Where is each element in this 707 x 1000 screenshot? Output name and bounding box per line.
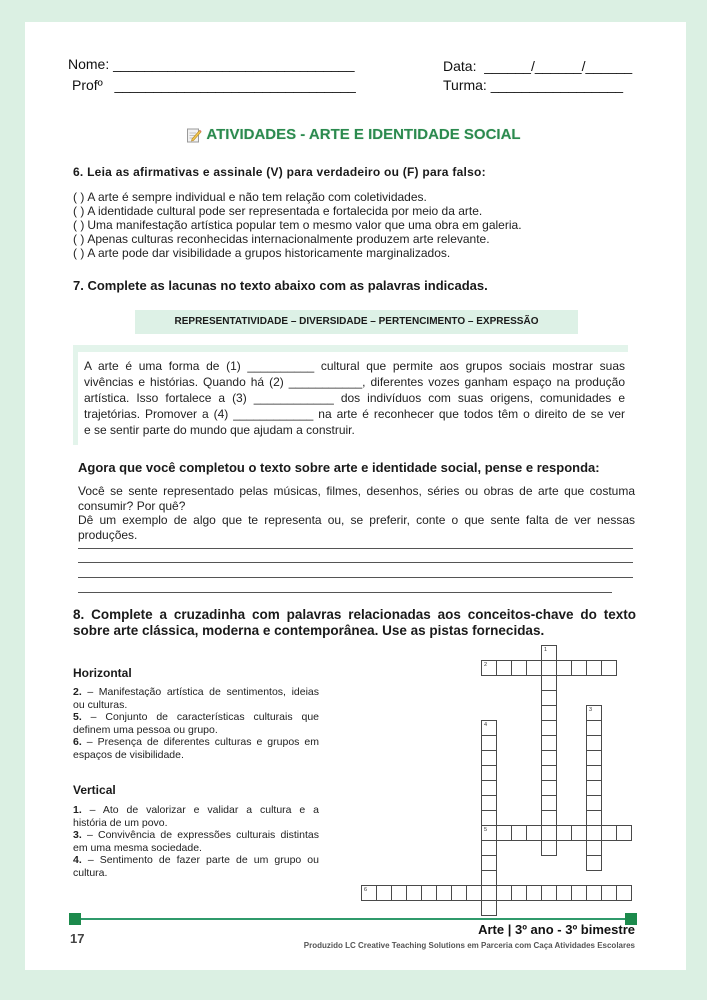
crossword-cell — [541, 750, 557, 766]
footer-marker-left — [69, 913, 81, 925]
clue-number-label: 2 — [484, 662, 488, 668]
crossword-cell — [556, 885, 572, 901]
crossword-cell — [541, 675, 557, 691]
crossword-cell — [481, 870, 497, 886]
crossword-cell — [481, 795, 497, 811]
crossword-cell — [526, 885, 542, 901]
crossword-cell — [481, 720, 497, 736]
clue-number-label: 6 — [364, 887, 368, 893]
date-field: Data: ______/______/______ — [443, 58, 633, 74]
clue-line: em uma mesma sociedade. — [73, 841, 202, 854]
paragraph-line: e se sentir parte do mundo que ajudam a construir. — [84, 423, 355, 437]
answer-marker: ( ) — [73, 246, 85, 260]
crossword-cell — [481, 660, 497, 676]
crossword-cell — [586, 735, 602, 751]
crossword-cell — [586, 780, 602, 796]
crossword-cell — [481, 765, 497, 781]
clue-line: definem uma pessoa ou grupo. — [73, 723, 218, 736]
crossword-cell — [481, 885, 497, 901]
crossword-grid — [361, 645, 651, 935]
clue-text: – Presença de diferentes culturas e grupos em — [86, 736, 319, 748]
text-box-left-border — [73, 345, 78, 445]
statement-text: A arte pode dar visibilidade a grupos historicamente marginalizados. — [87, 246, 451, 260]
crossword-cell — [586, 705, 602, 721]
crossword-cell — [496, 660, 512, 676]
crossword-cell — [541, 795, 557, 811]
credits-text: Produzido LC Creative Teaching Solutions em Parceria com Caça Atividades Escolares — [303, 941, 635, 950]
statement-text: Uma manifestação artística popular tem o mesmo valor que uma obra em galeria. — [87, 218, 522, 232]
clue-number-label: 3 — [589, 707, 593, 713]
clue-line: história de um povo. — [73, 816, 168, 829]
q7-heading: 7. Complete as lacunas no texto abaixo com as palavras indicadas. — [73, 278, 488, 293]
q8-heading — [73, 607, 636, 639]
crossword-cell — [481, 840, 497, 856]
clue-text: – Manifestação artística de sentimentos, ideias — [87, 686, 319, 698]
statement-item — [73, 218, 522, 232]
clue-text: – Convivência de expressões culturais distintas — [86, 829, 319, 841]
crossword-cell — [541, 720, 557, 736]
crossword-cell — [541, 810, 557, 826]
statement-item — [73, 190, 522, 204]
crossword-cell — [601, 885, 617, 901]
crossword-cell — [586, 840, 602, 856]
answer-line — [78, 592, 612, 593]
clue-text: – Ato de valorizar e validar a cultura e a — [89, 804, 319, 816]
page-title: ATIVIDADES - ARTE E IDENTIDADE SOCIAL — [206, 126, 521, 143]
q6-heading: 6. Leia as afirmativas e assinale (V) para verdadeiro ou (F) para falso: — [73, 165, 486, 179]
crossword-cell — [601, 825, 617, 841]
answer-line — [78, 548, 633, 549]
crossword-cell — [541, 690, 557, 706]
vertical-clues-title: Vertical — [73, 783, 116, 797]
crossword-cell — [541, 645, 557, 661]
clue-number-label: 5 — [484, 827, 488, 833]
prompt-line: consumir? Por quê? — [78, 498, 186, 513]
clue-line — [73, 686, 319, 699]
crossword-cell — [466, 885, 482, 901]
crossword-cell — [406, 885, 422, 901]
subject-label: Arte | 3º ano - 3º bimestre — [478, 922, 635, 937]
crossword-cell — [541, 765, 557, 781]
crossword-cell — [481, 735, 497, 751]
title-row — [0, 126, 707, 144]
clue-line: espaços de visibilidade. — [73, 748, 184, 761]
crossword-cell — [616, 885, 632, 901]
fill-in-paragraph — [84, 358, 625, 438]
statement-item — [73, 232, 522, 246]
clue-number-label: 1 — [544, 647, 548, 653]
crossword-cell — [616, 825, 632, 841]
crossword-cell — [586, 660, 602, 676]
clue-line: cultura. — [73, 866, 108, 879]
crossword-cell — [511, 660, 527, 676]
clue-number: 5. — [73, 711, 82, 723]
prompt-line: Dê um exemplo de algo que te representa ou, se preferir, conte o que sente falta de ver nessas — [78, 513, 635, 527]
crossword-cell — [511, 825, 527, 841]
crossword-cell — [436, 885, 452, 901]
crossword-cell — [481, 900, 497, 916]
crossword-cell — [586, 750, 602, 766]
statement-item — [73, 204, 522, 218]
teacher-field: Profº _______________________________ — [72, 77, 356, 93]
crossword-cell — [586, 885, 602, 901]
clue-number: 2. — [73, 686, 82, 698]
crossword-cell — [526, 660, 542, 676]
crossword-cell — [541, 840, 557, 856]
heading-line: sobre arte clássica, moderna e contemporânea. Use as pistas fornecidas. — [73, 623, 545, 638]
crossword-cell — [571, 885, 587, 901]
crossword-cell — [421, 885, 437, 901]
q6-statements — [73, 190, 522, 260]
statement-text: A arte é sempre individual e não tem relação com coletividades. — [87, 190, 427, 204]
horizontal-clues-title: Horizontal — [73, 666, 132, 680]
horizontal-clues — [73, 686, 319, 761]
clue-number: 3. — [73, 829, 82, 841]
answer-line — [78, 577, 633, 578]
crossword-cell — [526, 825, 542, 841]
crossword-cell — [481, 855, 497, 871]
paragraph-line: artística. Isso fortalece a (3) ____________ dos indivíduos com suas origens, comunidades e — [84, 391, 625, 405]
name-field: Nome: _______________________________ — [68, 56, 355, 72]
crossword-cell — [556, 825, 572, 841]
clue-line: ou culturas. — [73, 698, 128, 711]
clue-number: 1. — [73, 804, 82, 816]
crossword-cell — [376, 885, 392, 901]
paragraph-line: A arte é uma forma de (1) __________ cultural que permite aos grupos sociais mostrar suas — [84, 359, 625, 373]
crossword-cell — [541, 780, 557, 796]
crossword-cell — [586, 765, 602, 781]
prompt-line: Você se sente representado pelas músicas, filmes, desenhos, séries ou obras de arte que costuma — [78, 484, 635, 498]
crossword-cell — [586, 720, 602, 736]
word-bank: REPRESENTATIVIDADE – DIVERSIDADE – PERTENCIMENTO – EXPRESSÃO — [135, 310, 578, 334]
statement-text: A identidade cultural pode ser representada e fortalecida por meio da arte. — [87, 204, 483, 218]
text-box-top-border — [73, 345, 628, 352]
crossword-cell — [586, 855, 602, 871]
clue-text: – Conjunto de características culturais que — [90, 711, 319, 723]
clue-number: 4. — [73, 854, 82, 866]
heading-line: 8. Complete a cruzadinha com palavras relacionadas aos conceitos-chave do texto — [73, 607, 636, 622]
crossword-cell — [451, 885, 467, 901]
crossword-cell — [571, 660, 587, 676]
crossword-cell — [496, 885, 512, 901]
vertical-clues — [73, 804, 319, 879]
class-field: Turma: _________________ — [443, 77, 624, 93]
answer-marker: ( ) — [73, 204, 85, 218]
crossword-cell — [391, 885, 407, 901]
crossword-cell — [541, 825, 557, 841]
crossword-cell — [496, 825, 512, 841]
crossword-cell — [541, 735, 557, 751]
crossword-cell — [541, 705, 557, 721]
crossword-cell — [586, 795, 602, 811]
crossword-cell — [571, 825, 587, 841]
memo-icon — [186, 127, 202, 143]
crossword-cell — [481, 780, 497, 796]
crossword-cell — [586, 825, 602, 841]
answer-marker: ( ) — [73, 232, 85, 246]
paragraph-line: trajetórias. Promover a (4) ____________ na arte é reconhecer que todos têm o direito de se ver — [84, 407, 625, 421]
answer-line — [78, 562, 633, 563]
reflection-heading: Agora que você completou o texto sobre arte e identidade social, pense e responda: — [78, 460, 600, 475]
clue-line — [73, 804, 319, 817]
crossword-cell — [361, 885, 377, 901]
answer-marker: ( ) — [73, 218, 85, 232]
crossword-cell — [481, 810, 497, 826]
crossword-cell — [481, 750, 497, 766]
clue-number-label: 4 — [484, 722, 488, 728]
clue-line — [73, 736, 319, 749]
clue-line — [73, 854, 319, 867]
crossword-cell — [541, 660, 557, 676]
answer-marker: ( ) — [73, 190, 85, 204]
crossword-cell — [556, 660, 572, 676]
footer-divider — [75, 918, 631, 920]
crossword-cell — [541, 885, 557, 901]
reflection-prompt — [78, 484, 635, 542]
prompt-line: produções. — [78, 527, 138, 542]
statement-text: Apenas culturas reconhecidas internacionalmente produzem arte relevante. — [87, 232, 490, 246]
crossword-cell — [511, 885, 527, 901]
paragraph-line: vivências e histórias. Quando há (2) ___________, diferentes vozes ganham espaço na produção — [84, 375, 625, 389]
crossword-cell — [481, 825, 497, 841]
clue-line — [73, 829, 319, 842]
clue-text: – Sentimento de fazer parte de um grupo ou — [87, 854, 319, 866]
clue-line — [73, 711, 319, 724]
crossword-cell — [586, 810, 602, 826]
page-number: 17 — [70, 931, 85, 946]
clue-number: 6. — [73, 736, 82, 748]
crossword-cell — [601, 660, 617, 676]
statement-item — [73, 246, 522, 260]
